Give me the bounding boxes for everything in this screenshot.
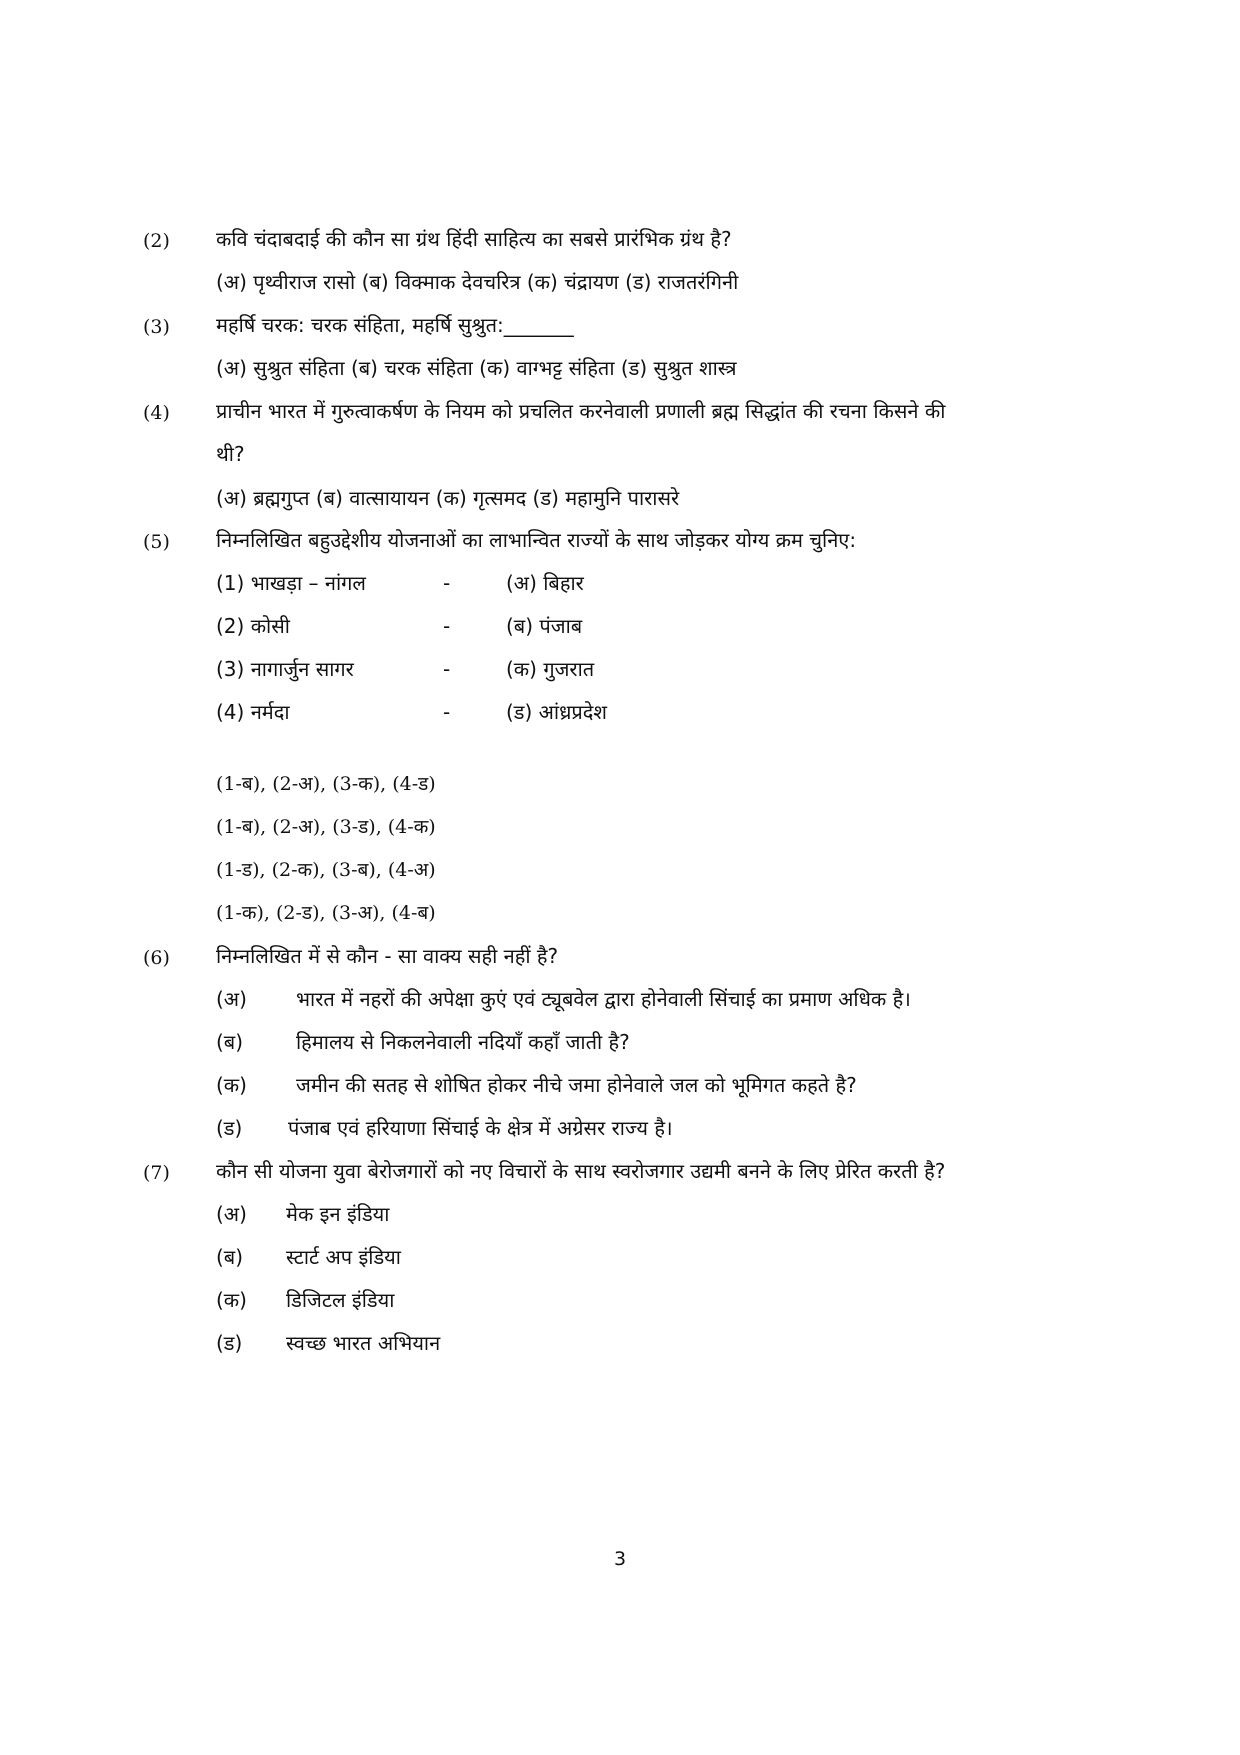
match-left: (1) भाखड़ा – नांगल [216,571,366,595]
option-label: (ब) [216,1030,244,1054]
question-text: कवि चंदाबदाई की कौन सा ग्रंथ हिंदी साहित्य का सबसे प्रारंभिक ग्रंथ है? [216,227,732,251]
option-text: स्टार्ट अप इंडिया [286,1245,401,1269]
match-dash: - [443,571,451,595]
question-text: महर्षि चरक: चरक संहिता, महर्षि सुश्रुत:_______ [216,313,574,337]
question-text: निम्नलिखित बहुउद्देशीय योजनाओं का लाभान्वित राज्यों के साथ जोड़कर योग्य क्रम चुनिए: [216,528,857,552]
question-number: (4) [143,402,170,424]
option-label: (ड) [216,1116,243,1140]
option-text: डिजिटल इंडिया [286,1288,395,1312]
answer-choice: (1-ब), (2-अ), (3-क), (4-ड) [216,773,436,795]
match-left: (2) कोसी [216,614,290,638]
match-left: (3) नागार्जुन सागर [216,657,354,681]
answer-choice: (1-क), (2-ड), (3-अ), (4-ब) [216,902,436,924]
question-text-line-2: थी? [216,442,245,466]
match-right: (अ) बिहार [506,571,584,595]
option-label: (अ) [216,1202,247,1226]
option-text: मेक इन इंडिया [286,1202,390,1226]
question-number: (2) [143,230,170,252]
match-left: (4) नर्मदा [216,700,290,724]
question-options: (अ) ब्रह्मगुप्त (ब) वात्सायायन (क) गृत्समद (ड) महामुनि पारासरे [216,486,680,510]
option-text: पंजाब एवं हरियाणा सिंचाई के क्षेत्र में अग्रेसर राज्य है। [288,1116,673,1140]
option-text: हिमालय से निकलनेवाली नदियाँ कहाँ जाती है? [296,1030,630,1054]
option-label: (क) [216,1288,247,1312]
question-options: (अ) सुश्रुत संहिता (ब) चरक संहिता (क) वाग्भट्ट संहिता (ड) सुश्रुत शास्त्र [216,356,737,380]
question-number: (7) [143,1162,170,1184]
question-text: निम्नलिखित में से कौन - सा वाक्य सही नहीं है? [216,944,559,968]
match-dash: - [443,700,451,724]
match-dash: - [443,657,451,681]
question-text: कौन सी योजना युवा बेरोजगारों को नए विचारों के साथ स्वरोजगार उद्यमी बनने के लिए प्रेरित करती है? [216,1159,946,1183]
option-text: जमीन की सतह से शोषित होकर नीचे जमा होनेवाले जल को भूमिगत कहते है? [296,1073,857,1097]
option-label: (ब) [216,1245,244,1269]
option-label: (क) [216,1073,247,1097]
answer-choice: (1-ड), (2-क), (3-ब), (4-अ) [216,859,436,881]
match-right: (ड) आंध्रप्रदेश [506,700,608,724]
question-number: (3) [143,316,170,338]
option-text: स्वच्छ भारत अभियान [286,1331,441,1355]
answer-choice: (1-ब), (2-अ), (3-ड), (4-क) [216,816,436,838]
question-options: (अ) पृथ्वीराज रासो (ब) विक्माक देवचरित्र (क) चंद्रायण (ड) राजतरंगिनी [216,270,739,294]
match-dash: - [443,614,451,638]
question-number: (6) [143,947,170,969]
question-number: (5) [143,531,170,553]
option-label: (अ) [216,987,247,1011]
match-right: (ब) पंजाब [506,614,583,638]
question-text-line-1: प्राचीन भारत में गुरुत्वाकर्षण के नियम को प्रचलित करनेवाली प्रणाली ब्रह्म सिद्धांत की रचना किसने की [216,399,946,423]
option-label: (ड) [216,1331,243,1355]
page-number: 3 [613,1548,627,1570]
match-right: (क) गुजरात [506,657,595,681]
option-text: भारत में नहरों की अपेक्षा कुएं एवं ट्यूबवेल द्वारा होनेवाली सिंचाई का प्रमाण अधिक है। [296,987,911,1011]
